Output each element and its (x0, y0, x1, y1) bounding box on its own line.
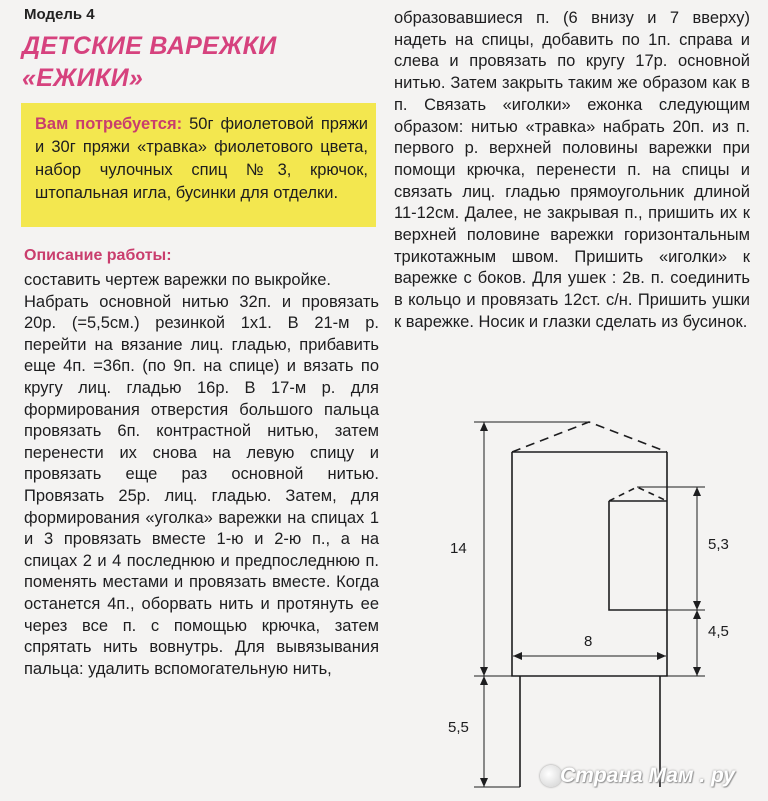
materials-heading: Вам потребуется: (35, 115, 183, 133)
dim-label-width: 8 (584, 633, 593, 650)
dim-label-cuff: 5,5 (448, 719, 469, 736)
model-label: Модель 4 (24, 6, 95, 23)
continued-text: образовавшиеся п. (6 внизу и 7 вверху) надеть на спицы, добавить по 1п. справа и слева и провязать по кругу 17р. основной нитью. Затем закрыть таким же образом как в п. Связать «иголки» ежонка следующим образом: нитью «травка» набрать 20п. из п. первого р. верхней половины варежки при помощи крючка, перенести п. на спицы и связать лиц. гладью прямоугольник длиной 11-12см. Далее, не закрывая п., пришить их к верхней половине варежки горизонтальным трикотажным швом. Пришить «иголки» к варежке с боков. Для ушек : 2в. п. соединить в кольцо и провязать 12ст. с/н. Пришить ушки к варежке. Носик и глазки сделать из бусинок. (394, 9, 750, 331)
dim-label-below-thumb: 4,5 (708, 623, 729, 640)
watermark: Страна Мам . ру (560, 764, 735, 787)
title-line-1: ДЕТСКИЕ ВАРЕЖКИ (22, 32, 277, 60)
description-paragraph: Набрать основной нитью 32п. и провязать 20р. (=5,5см.) резинкой 1х1. В 21-м р. перейти на вязание лиц. гладью, прибавить еще 4п. =36п. (по 9п. на спице) и вязать по кругу лиц. гладью 16р. В 17-м р. для формирования отверстия большого пальца провязать 6п. контрастной нитью, затем перенести их снова на левую спицу и провязать еще раз основной нитью. Провязать 25р. лиц. гладью. Затем, для формирования «уголка» варежки на спицах 1 и 3 провязать вместе 1-ю и 2-ю п., а на спицах 2 и 4 последнюю и предпоследнюю п. поменять местами и провязать вместе. Когда останется 4п., оборвать нить и протянуть ее через все п. с помощью крючка, затем спрятать нить вовнутрь. Для вывязывания пальца: удалить вспомогательную нить, (24, 292, 379, 678)
mitten-top-dashed (512, 422, 667, 452)
thumb-box (609, 501, 667, 610)
thumb-top-dashed (609, 487, 667, 501)
description-paragraph: составить чертеж варежки по выкройке. (24, 271, 331, 289)
dim-label-height: 14 (450, 540, 467, 557)
watermark-logo-icon (540, 765, 562, 787)
materials-text: 50г фиолетовой пряжи и 30г пряжи «травка» фиолетового цвета, набор чулочных спиц №3, крючок, штопальная игла, бусинки для отделки. (35, 115, 368, 202)
description-heading: Описание работы: (24, 247, 172, 264)
title-line-2: «ЕЖИКИ» (22, 64, 144, 92)
dim-label-thumb: 5,3 (708, 536, 729, 553)
